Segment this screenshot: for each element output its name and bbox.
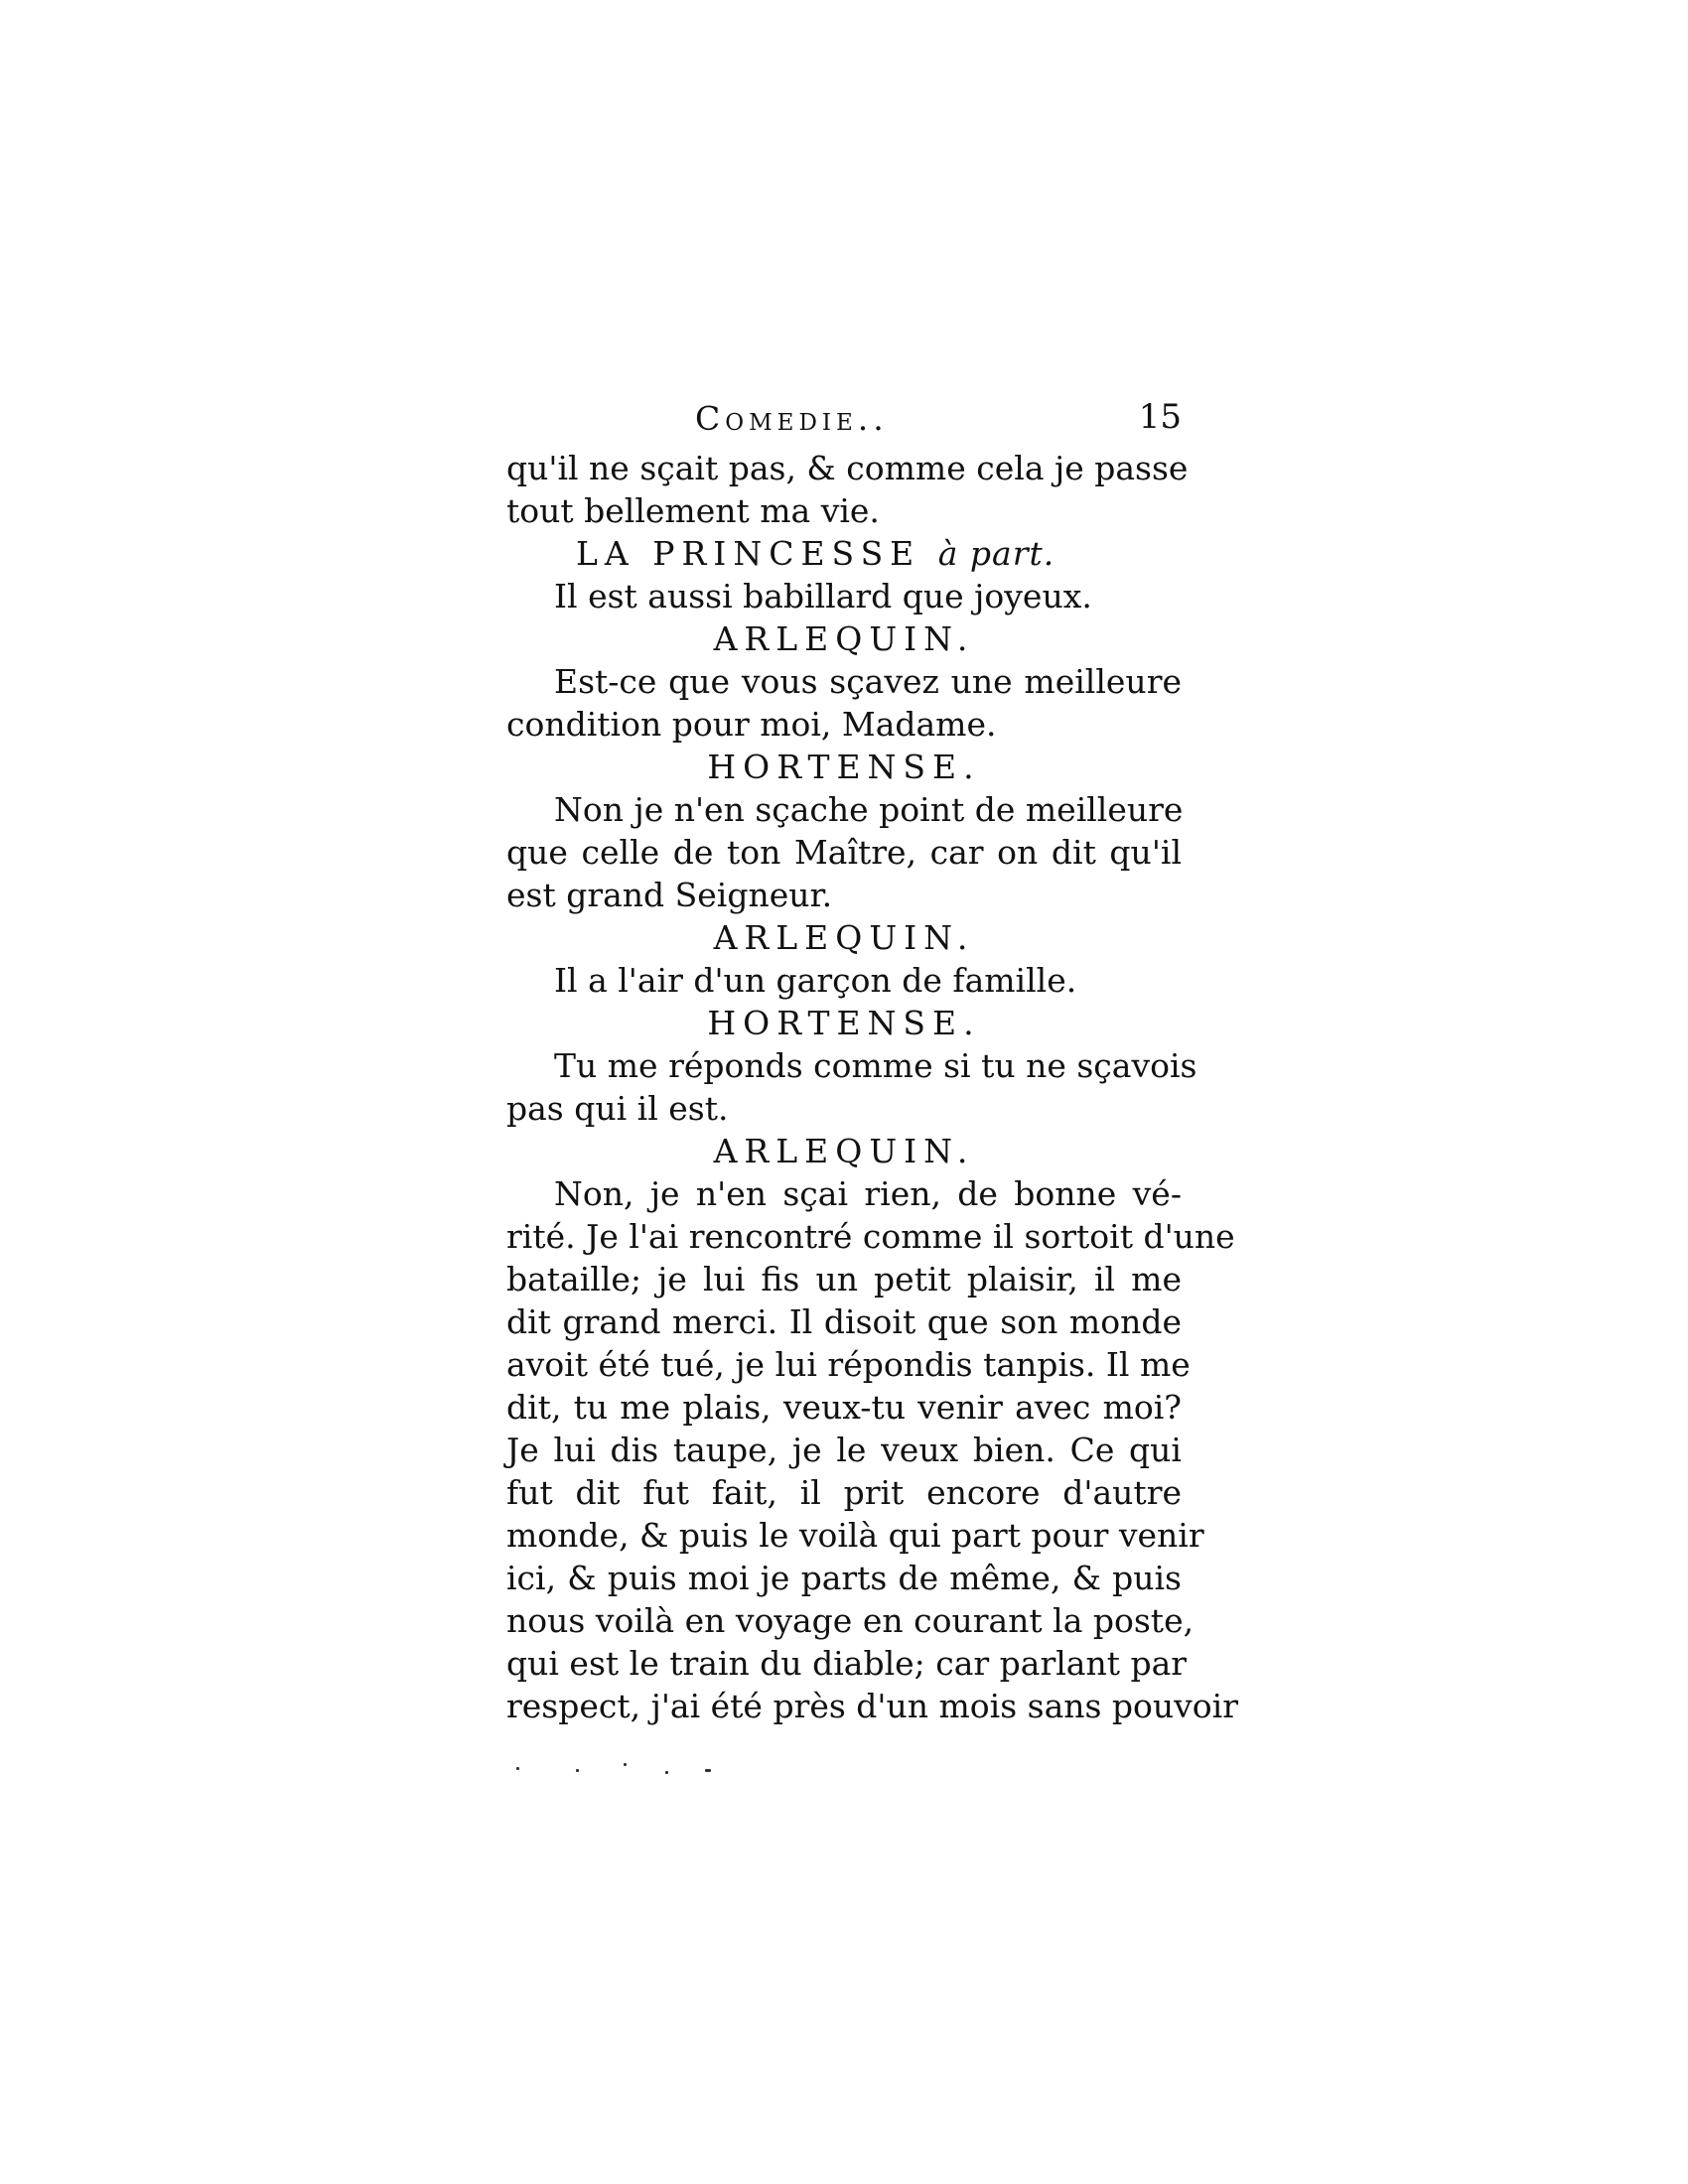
- speaker-heading: ARLEQUIN.: [713, 1132, 975, 1170]
- text-line: ici, & puis moi je parts de même, & puis: [506, 1559, 1182, 1597]
- speck: [665, 1771, 668, 1774]
- speaker-heading: HORTENSE.: [707, 1004, 981, 1042]
- text-line: dit grand merci. Il disoit que son monde: [506, 1302, 1182, 1341]
- speck: [624, 1763, 627, 1766]
- text-line: respect, j'ai été près d'un mois sans pouvoir: [506, 1687, 1239, 1725]
- text-line: Non je n'en sçache point de meilleure: [554, 790, 1184, 829]
- speck: [576, 1769, 579, 1772]
- text-line: monde, & puis le voilà qui part pour venir: [506, 1516, 1204, 1555]
- text-line: avoit été tué, je lui répondis tanpis. Il me: [506, 1345, 1191, 1384]
- text-line: dit, tu me plais, veux-tu venir avec moi?: [506, 1388, 1182, 1427]
- text-line: pas qui il est.: [506, 1089, 729, 1128]
- text-line: bataille; je lui fis un petit plaisir, il me: [506, 1260, 1182, 1298]
- speaker-heading: ARLEQUIN.: [713, 918, 975, 957]
- text-line: qu'il ne sçait pas, & comme cela je passe: [506, 449, 1189, 487]
- speck: [516, 1767, 519, 1770]
- text-line: Je lui dis taupe, je le veux bien. Ce qui: [506, 1431, 1182, 1469]
- book-page: [506, 397, 1239, 1727]
- text-line: condition pour moi, Madame.: [506, 705, 997, 744]
- stage-direction: à part.: [937, 534, 1055, 573]
- text-line: rité. Je l'ai rencontré comme il sortoit d'une: [506, 1217, 1235, 1256]
- running-head: [506, 397, 1182, 447]
- text-line: tout bellement ma vie.: [506, 491, 880, 530]
- text-line: Tu me réponds comme si tu ne sçavois: [554, 1046, 1197, 1085]
- running-title: Comedie..: [695, 399, 889, 438]
- text-line: nous voilà en voyage en courant la poste,: [506, 1601, 1195, 1640]
- speaker-name: LA PRINCESSE: [576, 534, 921, 573]
- speaker-heading: HORTENSE.: [707, 748, 981, 786]
- text-line: est grand Seigneur.: [506, 876, 833, 914]
- scan-speckles: [506, 1757, 725, 1787]
- text-line: Est-ce que vous sçavez une meilleure: [554, 662, 1182, 701]
- page-number: 15: [1138, 397, 1182, 437]
- text-line: Il est aussi babillard que joyeux.: [554, 577, 1092, 615]
- text-line: que celle de ton Maître, car on dit qu'il: [506, 833, 1182, 872]
- text-line: fut dit fut fait, il prit encore d'autre: [506, 1473, 1182, 1512]
- speck: [705, 1769, 711, 1772]
- text-line: Il a l'air d'un garçon de famille.: [554, 961, 1077, 1000]
- text-line: Non, je n'en sçai rien, de bonne vé-: [554, 1174, 1182, 1213]
- speaker-heading: ARLEQUIN.: [713, 619, 975, 658]
- speaker-heading: [506, 532, 1182, 575]
- text-line: qui est le train du diable; car parlant par: [506, 1644, 1188, 1683]
